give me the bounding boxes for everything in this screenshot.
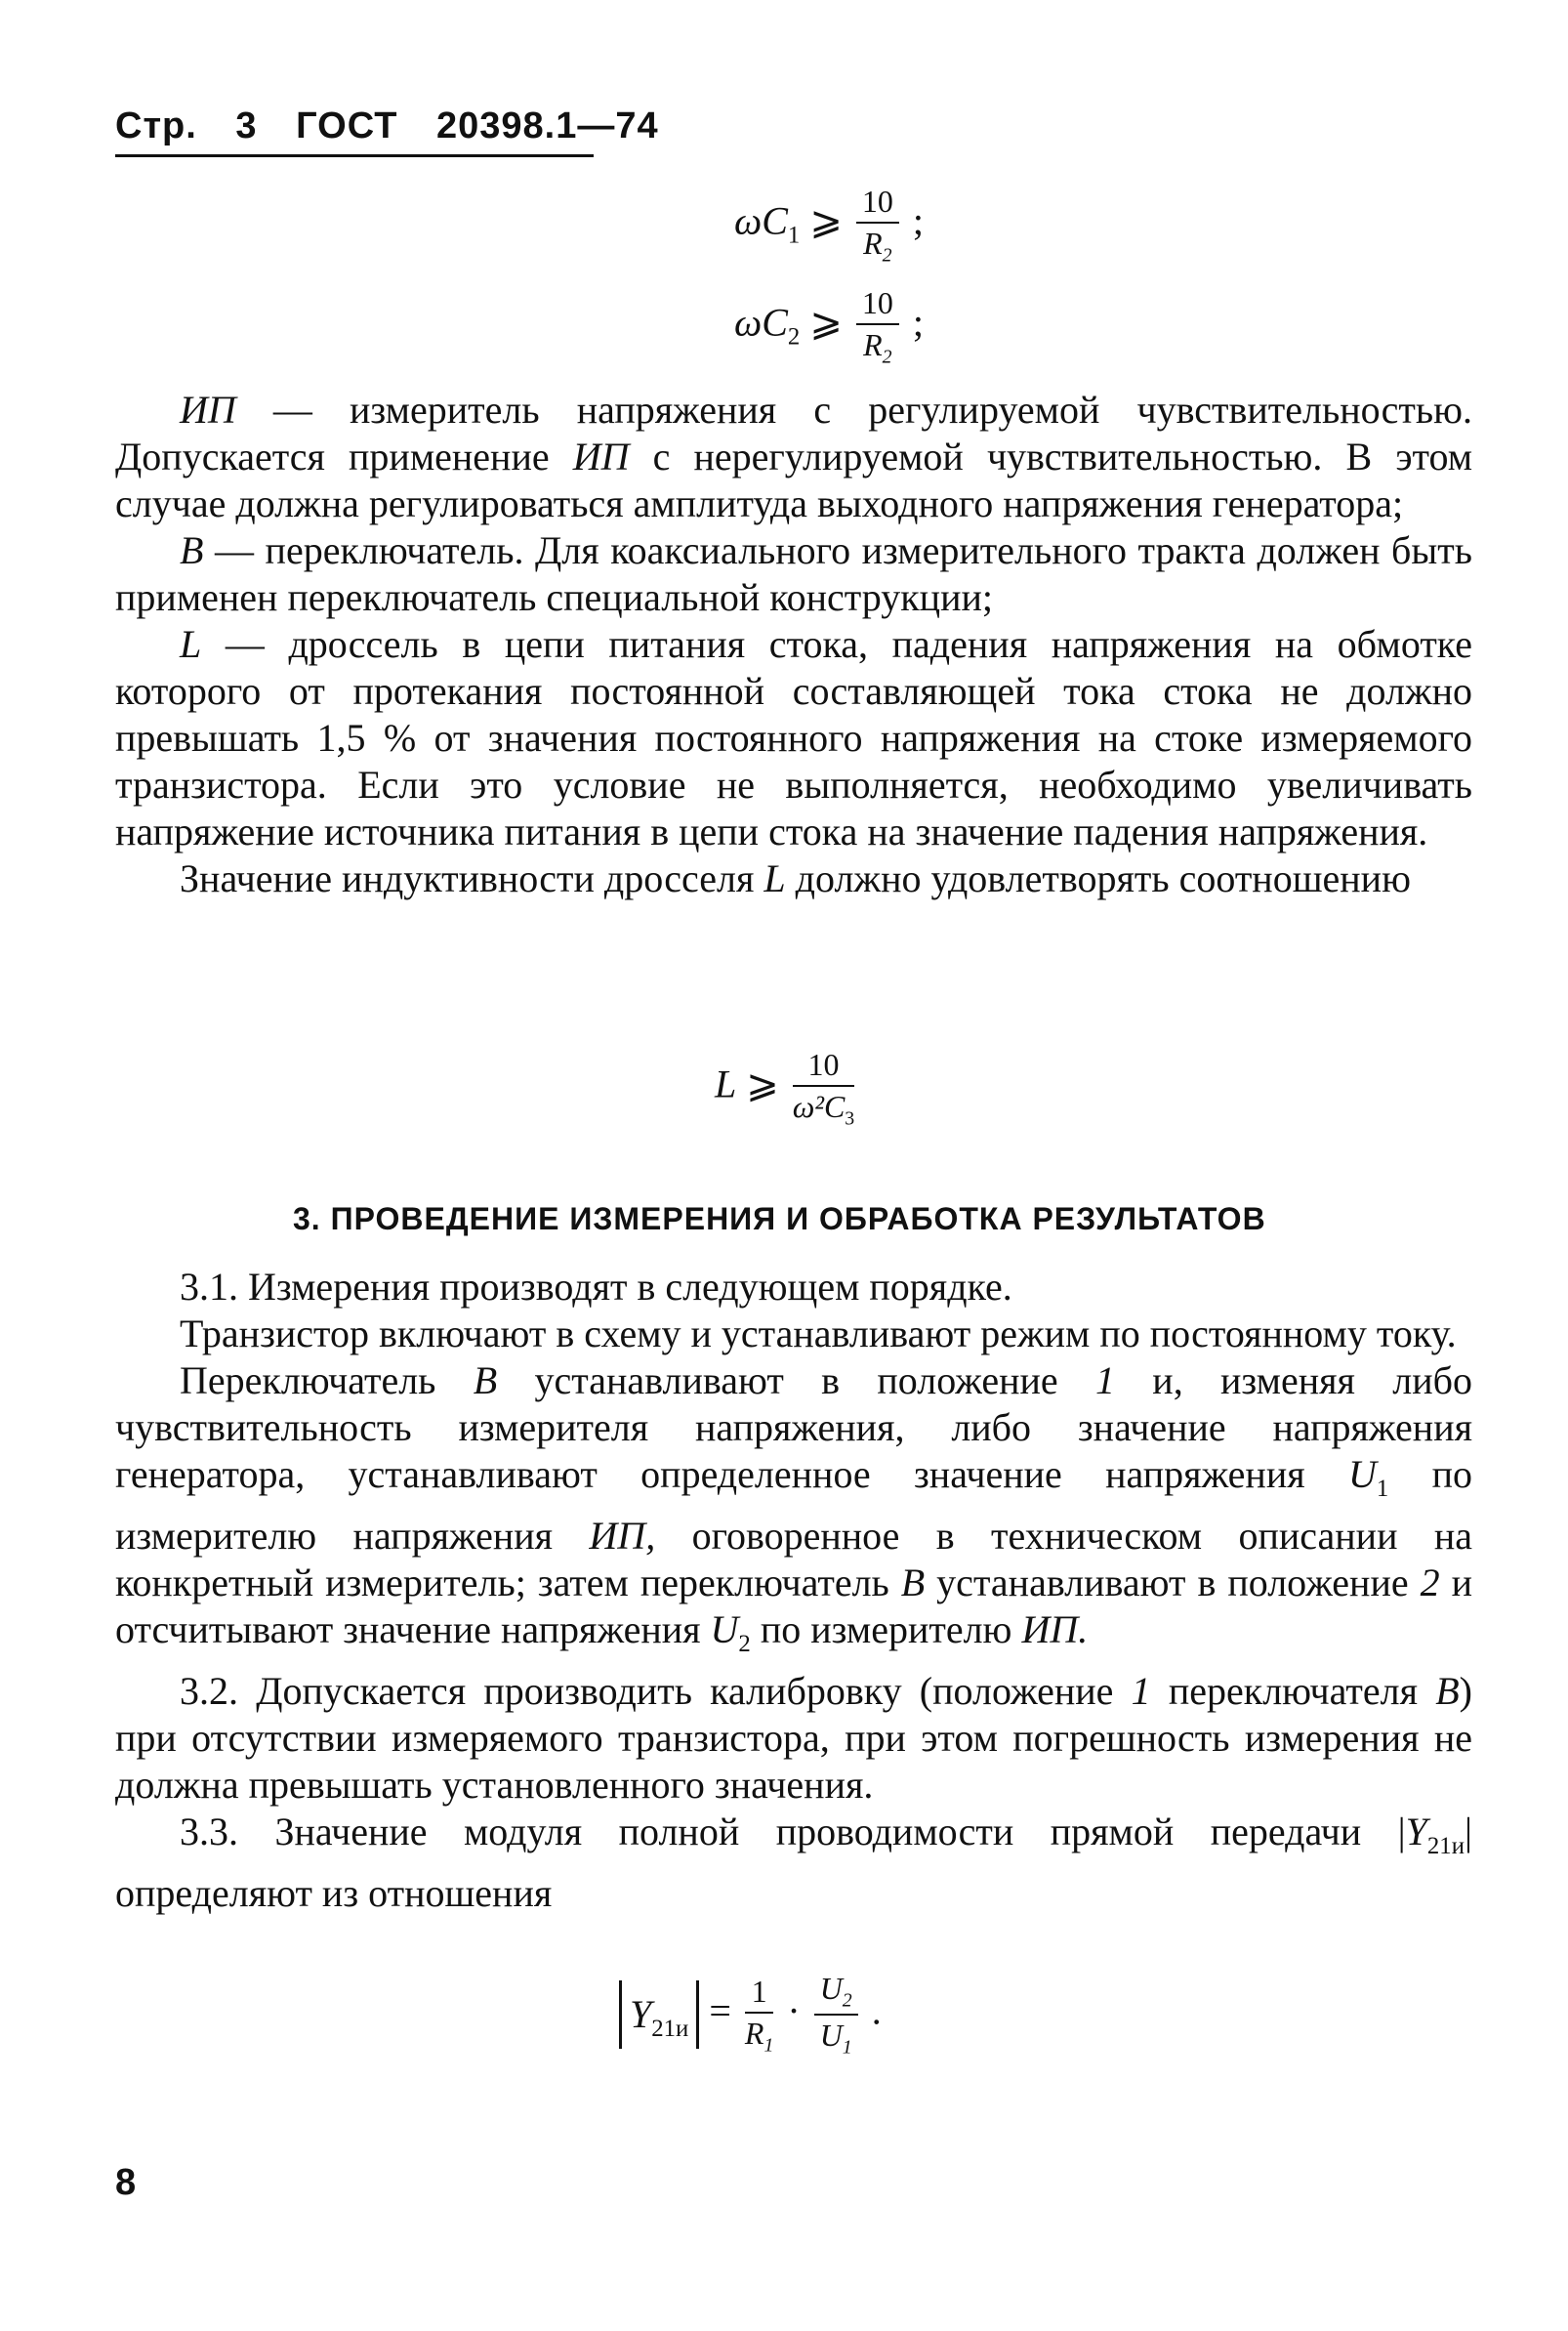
paragraph-3-2: 3.2. Допускается производить калибровку (положение 1 переключателя В) при отсутствии измеряемого транзистора, при этом погрешность измерения не должна превышать установленного значения. xyxy=(115,1669,1472,1807)
formula-inductance: L ⩾ $\frac{10}{\omega^2C_3}$ xyxy=(715,1047,855,1130)
procedure-block xyxy=(115,1264,1472,1917)
page-label: Стр. xyxy=(115,105,197,146)
paragraph-3-1: 3.1. Измерения производят в следующем порядке. xyxy=(180,1265,1012,1309)
paragraph-ip: ИП — измеритель напряжения с регулируемой чувствительностью. Допускается применение ИП с нерегулируемой чувствительностью. В этом случае должна регулироваться амплитуда выходного напряжения генератора; xyxy=(115,388,1473,525)
formula-omega-c2: $\omega C_2$ ⩾ $\frac{10}{R_2}$ ; xyxy=(734,285,924,368)
paragraph-switch-procedure: Переключатель В устанавливают в положение 1 и, изменяя либо чувствительность измерителя напряжения, либо значение напряжения генератора, устанавливают определенное значение напряжения $U_1$ по измерителю напряжения ИП, оговоренное в техническом описании на конкретный измеритель; затем переключатель В устанавливают в положение 2 и отсчитывают значение напряжения $U_2$ по измерителю ИП. xyxy=(115,1358,1472,1657)
header-rule xyxy=(115,154,594,157)
header-page-number: 3 xyxy=(235,105,258,146)
formula-y21: $Y_{21и}$ = $\frac{1}{R_1}$ · $\frac{U_2}{U_1}$ . xyxy=(619,1971,882,2059)
page-header xyxy=(115,105,686,147)
paragraph-3-3: 3.3. Значение модуля полной проводимости прямой передачи $|Y_{21и}|$ определяют из отношения xyxy=(115,1810,1472,1915)
formula-omega-c1: $\omega C_1$ ⩾ $\frac{10}{R_2}$ ; xyxy=(734,184,924,267)
paragraph-inductance: Значение индуктивности дросселя L должно удовлетворять соотношению xyxy=(180,856,1411,900)
paragraph-choke: L — дроссель в цепи питания стока, падения напряжения на обмотке которого от протекания постоянной составляющей тока стока не должно превышать 1,5 % от значения постоянного напряжения на стоке измеряемого транзистора. Если это условие не выполняется, необходимо увеличивать напряжение источника питания в цепи стока на значение падения напряжения. xyxy=(115,622,1472,853)
definitions-block xyxy=(115,387,1472,902)
paragraph-switch: В — переключатель. Для коаксиального измерительного тракта должен быть применен переключатель специальной конструкции; xyxy=(115,528,1472,619)
standard-code: 20398.1—74 xyxy=(435,105,659,146)
standard-label: ГОСТ xyxy=(296,105,398,146)
paragraph-transistor: Транзистор включают в схему и устанавливают режим по постоянному току. xyxy=(180,1311,1457,1355)
page-number: 8 xyxy=(115,2162,137,2203)
section-title: 3. ПРОВЕДЕНИЕ ИЗМЕРЕНИЯ И ОБРАБОТКА РЕЗУЛЬТАТОВ xyxy=(293,1201,1266,1236)
